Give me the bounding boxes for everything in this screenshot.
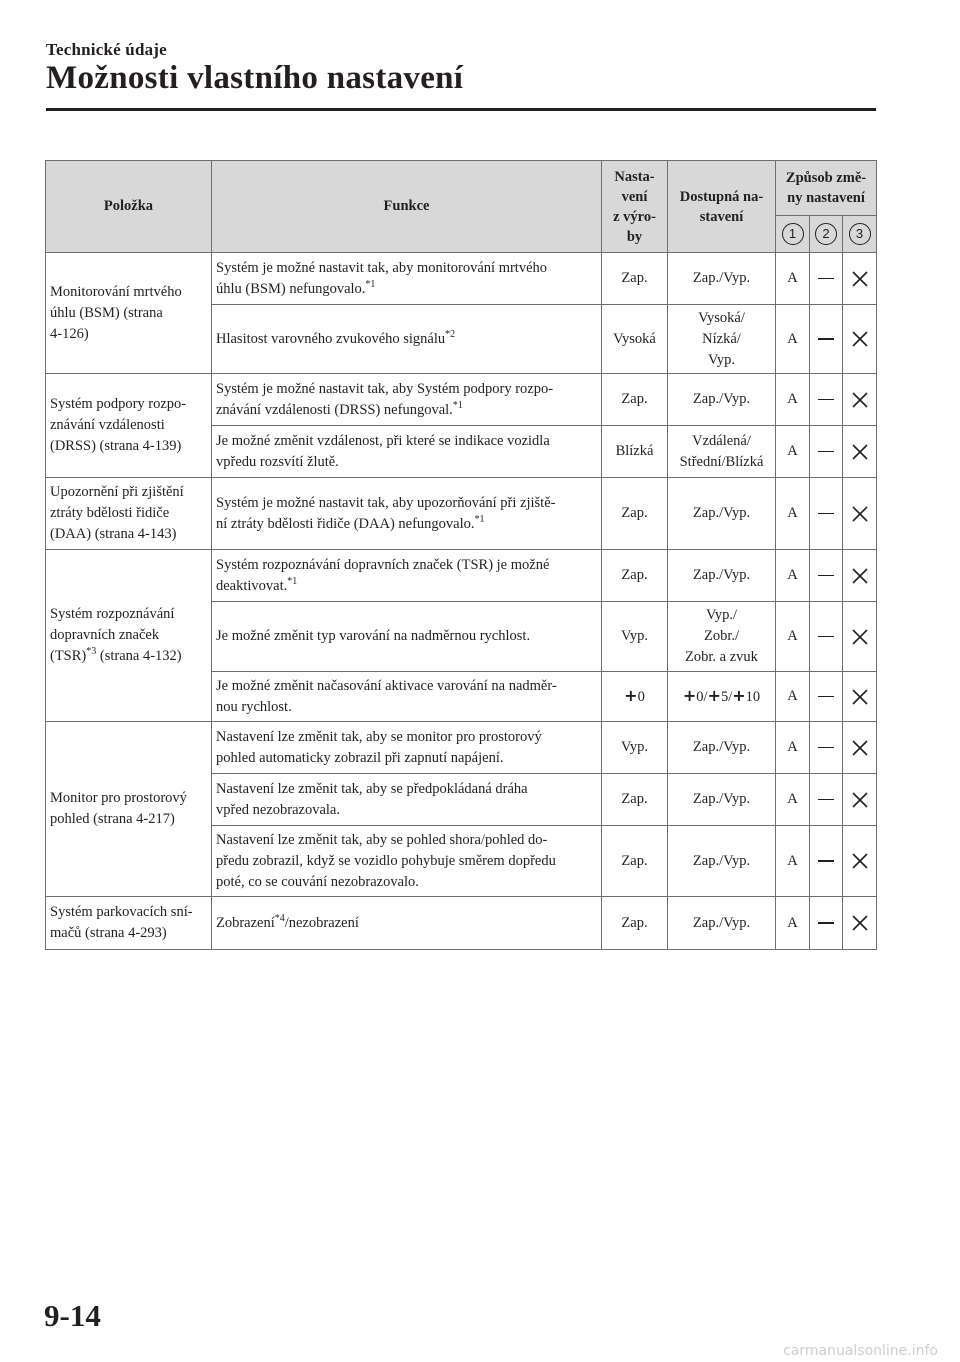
- item-cell: [46, 550, 212, 722]
- method-2-cell: [810, 826, 843, 897]
- method-1-value: A: [787, 505, 798, 521]
- dash-icon: [818, 922, 834, 924]
- item-line: úhlu (BSM) (strana: [50, 304, 163, 321]
- available-cell: [668, 426, 776, 478]
- method-2-cell: [810, 897, 843, 950]
- available-cell: [668, 550, 776, 602]
- function-line: pohled automaticky zobrazil při zapnutí napájení.: [216, 749, 504, 766]
- dash-icon: [818, 860, 834, 862]
- available-value: 10: [745, 689, 761, 705]
- function-cell: [212, 602, 602, 672]
- available-value: Vzdálená/: [692, 432, 751, 449]
- function-line: Zobrazení: [216, 914, 275, 931]
- dash-icon: [818, 338, 834, 340]
- item-cell: [46, 253, 212, 374]
- method-3-cell: [843, 478, 877, 550]
- plus-icon: +: [732, 686, 746, 705]
- plus-icon: +: [707, 686, 721, 705]
- method-1-cell: [776, 305, 810, 374]
- default-cell: [602, 478, 668, 550]
- function-cell: [212, 253, 602, 305]
- dash-icon: [818, 575, 834, 577]
- function-cell: [212, 672, 602, 722]
- function-cell: [212, 305, 602, 374]
- function-line: Je možné změnit vzdálenost, při které se indikace vozidla: [216, 432, 550, 449]
- item-line: znávání vzdálenosti: [50, 417, 165, 433]
- function-line: Nastavení lze změnit tak, aby se předpokládaná dráha: [216, 780, 528, 797]
- settings-table: [45, 160, 877, 950]
- cross-icon: [850, 329, 870, 349]
- item-line: Upozornění při zjištění: [50, 484, 184, 500]
- available-value: Střední/Blízká: [679, 453, 764, 470]
- default-cell: [602, 602, 668, 672]
- default-value: Blízká: [615, 443, 654, 459]
- plus-icon: +: [682, 686, 697, 705]
- available-value: 0: [696, 689, 704, 705]
- method-2-cell: [810, 774, 843, 826]
- method-1-value: A: [787, 567, 798, 583]
- method-3-cell: [843, 374, 877, 426]
- method-1-cell: [776, 374, 810, 426]
- header-item: Položka: [46, 161, 212, 253]
- available-cell: [668, 826, 776, 897]
- dash-icon: [818, 747, 834, 749]
- header-available: Dostupná na- stavení: [668, 161, 776, 253]
- default-value: Vysoká: [613, 330, 656, 347]
- available-value: 5: [720, 689, 729, 705]
- available-cell: [668, 305, 776, 374]
- function-footnote: *2: [445, 328, 456, 340]
- table-row: [46, 253, 877, 305]
- method-2-cell: [810, 478, 843, 550]
- default-cell: [602, 897, 668, 950]
- method-2-cell: [810, 426, 843, 478]
- function-line: deaktivovat.: [216, 577, 288, 594]
- header-method-1: [776, 216, 810, 253]
- dash-icon: [818, 799, 834, 801]
- function-cell: [212, 722, 602, 774]
- method-2-cell: [810, 672, 843, 722]
- table-row: [46, 897, 877, 950]
- default-value: Zap.: [621, 567, 648, 583]
- default-value: Vyp.: [621, 739, 648, 755]
- method-1-value: A: [787, 391, 798, 407]
- method-3-cell: [843, 774, 877, 826]
- method-1-value: A: [787, 270, 798, 286]
- item-line: Systém rozpoznávání: [50, 606, 175, 622]
- item-line: Monitorování mrtvého: [50, 283, 182, 300]
- function-line: Je možné změnit načasování aktivace varování na nadměr-: [216, 677, 557, 694]
- page-title: Možnosti vlastního nastavení: [46, 60, 464, 96]
- separator: /: [703, 689, 708, 705]
- method-1-cell: [776, 722, 810, 774]
- function-line: nou rychlost.: [216, 698, 292, 715]
- available-value: Zap./Vyp.: [692, 739, 751, 755]
- item-line: pohled (strana 4-217): [50, 811, 175, 827]
- method-2-cell: [810, 550, 843, 602]
- available-value: Vyp./: [705, 607, 738, 623]
- cross-icon: [850, 504, 870, 524]
- function-footnote: *1: [452, 399, 463, 411]
- cross-icon: [850, 851, 870, 871]
- separator: /: [728, 689, 733, 705]
- function-line: Nastavení lze změnit tak, aby se pohled shora/pohled do-: [216, 831, 548, 848]
- available-cell: [668, 253, 776, 305]
- function-line: vpřed nezobrazovala.: [216, 801, 340, 818]
- available-cell: [668, 897, 776, 950]
- method-2-cell: [810, 305, 843, 374]
- item-line: dopravních značek: [50, 627, 160, 643]
- function-cell: [212, 478, 602, 550]
- default-cell: [602, 722, 668, 774]
- function-cell: [212, 897, 602, 950]
- header-function: Funkce: [212, 161, 602, 253]
- function-line: poté, co se couvání nezobrazovalo.: [216, 873, 419, 890]
- default-value: Vyp.: [621, 628, 648, 644]
- dash-icon: [818, 696, 834, 698]
- function-line: Systém je možné nastavit tak, aby Systém podpory rozpo-: [216, 380, 554, 397]
- available-value: Vysoká/: [698, 309, 745, 326]
- header-method: Způsob změ- ny nastavení: [776, 161, 877, 216]
- default-value: Zap.: [621, 270, 648, 286]
- table-row: [46, 550, 877, 602]
- method-1-cell: [776, 897, 810, 950]
- function-line: úhlu (BSM) nefungovalo.: [216, 280, 366, 297]
- dash-icon: [818, 636, 834, 638]
- method-3-cell: [843, 826, 877, 897]
- available-value: Zap./Vyp.: [692, 505, 751, 521]
- table-row: [46, 374, 877, 426]
- method-3-cell: [843, 897, 877, 950]
- item-line: Systém parkovacích sní-: [50, 904, 193, 920]
- function-line: předu zobrazil, když se vozidlo pohybuje směrem dopředu: [216, 852, 556, 869]
- item-cell: [46, 722, 212, 897]
- item-footnote: *3: [86, 646, 97, 658]
- method-1-cell: [776, 774, 810, 826]
- method-1-cell: [776, 602, 810, 672]
- table-row: [46, 478, 877, 550]
- function-cell: [212, 550, 602, 602]
- item-line: 4-126): [50, 325, 89, 342]
- item-suffix: (strana 4-132): [96, 648, 182, 664]
- method-1-value: A: [787, 330, 798, 347]
- default-cell: [602, 374, 668, 426]
- function-line: vpředu rozsvítí žlutě.: [216, 453, 339, 470]
- item-cell: [46, 374, 212, 478]
- cross-icon: [850, 442, 870, 462]
- default-cell: [602, 826, 668, 897]
- function-line: Systém rozpoznávání dopravních značek (TSR) je možné: [216, 556, 550, 573]
- method-3-cell: [843, 722, 877, 774]
- method-1-cell: [776, 672, 810, 722]
- cross-icon: [850, 390, 870, 410]
- available-value: Zap./Vyp.: [692, 391, 751, 407]
- method-2-cell: [810, 253, 843, 305]
- default-value: Zap.: [621, 914, 648, 931]
- available-value: Zap./Vyp.: [692, 567, 751, 583]
- cross-icon: [850, 627, 870, 647]
- item-cell: [46, 478, 212, 550]
- method-1-value: A: [787, 852, 798, 869]
- available-cell: [668, 672, 776, 722]
- watermark: carmanualsonline.info: [783, 1343, 938, 1359]
- item-line: (DRSS) (strana 4-139): [50, 438, 182, 454]
- method-1-value: A: [787, 914, 798, 931]
- default-value: Zap.: [621, 791, 648, 807]
- available-value: Zap./Vyp.: [692, 270, 751, 286]
- default-cell: [602, 305, 668, 374]
- cross-icon: [850, 687, 870, 707]
- default-value: 0: [637, 689, 645, 705]
- method-2-cell: [810, 602, 843, 672]
- section-label: Technické údaje: [46, 40, 167, 59]
- default-value: Zap.: [621, 852, 648, 869]
- dash-icon: [818, 513, 834, 515]
- function-line: Nastavení lze změnit tak, aby se monitor pro prostorový: [216, 728, 542, 745]
- available-value: Zap./Vyp.: [692, 852, 751, 869]
- available-value: Zap./Vyp.: [692, 914, 751, 931]
- function-cell: [212, 374, 602, 426]
- cross-icon: [850, 566, 870, 586]
- default-cell: [602, 253, 668, 305]
- default-cell: [602, 672, 668, 722]
- method-1-value: A: [787, 791, 798, 807]
- title-rule: [46, 108, 876, 111]
- function-cell: [212, 826, 602, 897]
- item-cell: [46, 897, 212, 950]
- function-line: Systém je možné nastavit tak, aby monitorování mrtvého: [216, 259, 548, 276]
- table-row: [46, 722, 877, 774]
- header-default: Nasta- vení z výro- by: [602, 161, 668, 253]
- header-method-2: [810, 216, 843, 253]
- method-3-cell: [843, 305, 877, 374]
- circle-3-icon: 3: [849, 223, 871, 245]
- method-1-value: A: [787, 739, 798, 755]
- default-cell: [602, 426, 668, 478]
- header-method-3: [843, 216, 877, 253]
- page-number: 9-14: [44, 1298, 101, 1333]
- plus-icon: +: [624, 686, 638, 705]
- method-3-cell: [843, 426, 877, 478]
- available-cell: [668, 374, 776, 426]
- item-line: mačů (strana 4-293): [50, 925, 167, 941]
- cross-icon: [850, 269, 870, 289]
- method-2-cell: [810, 374, 843, 426]
- available-cell: [668, 774, 776, 826]
- available-cell: [668, 722, 776, 774]
- method-1-value: A: [787, 628, 798, 644]
- method-1-cell: [776, 478, 810, 550]
- function-line: znávání vzdálenosti (DRSS) nefungoval.: [216, 401, 453, 418]
- method-3-cell: [843, 550, 877, 602]
- method-1-cell: [776, 426, 810, 478]
- function-line: Systém je možné nastavit tak, aby upozorňování při zjiště-: [216, 494, 556, 511]
- circle-1-icon: 1: [782, 223, 804, 245]
- method-3-cell: [843, 253, 877, 305]
- method-1-cell: [776, 550, 810, 602]
- function-line: Hlasitost varovného zvukového signálu: [216, 330, 446, 347]
- function-footnote: *1: [474, 513, 485, 525]
- dash-icon: [818, 399, 834, 401]
- default-value: Zap.: [621, 391, 648, 407]
- method-1-cell: [776, 826, 810, 897]
- item-line: Systém podpory rozpo-: [50, 396, 187, 412]
- cross-icon: [850, 738, 870, 758]
- function-footnote: *4: [274, 912, 285, 924]
- default-value: Zap.: [621, 505, 648, 521]
- function-cell: [212, 774, 602, 826]
- function-footnote: *1: [365, 278, 376, 290]
- function-footnote: *1: [287, 575, 298, 587]
- available-cell: [668, 478, 776, 550]
- available-value: Zobr./: [703, 628, 740, 644]
- item-line: Monitor pro prostorový: [50, 790, 187, 806]
- available-cell: [668, 602, 776, 672]
- method-1-value: A: [787, 443, 798, 459]
- method-3-cell: [843, 672, 877, 722]
- default-cell: [602, 774, 668, 826]
- available-value: Zobr. a zvuk: [685, 649, 758, 665]
- method-1-cell: [776, 253, 810, 305]
- dash-icon: [818, 278, 834, 280]
- cross-icon: [850, 790, 870, 810]
- cross-icon: [850, 913, 870, 933]
- method-2-cell: [810, 722, 843, 774]
- dash-icon: [818, 451, 834, 453]
- item-line: (TSR): [50, 648, 87, 664]
- available-value: Nízká/: [702, 330, 741, 347]
- table-body: [46, 253, 877, 950]
- available-value: Vyp.: [708, 351, 735, 368]
- default-cell: [602, 550, 668, 602]
- method-1-value: A: [787, 688, 798, 704]
- function-line: Je možné změnit typ varování na nadměrnou rychlost.: [216, 628, 531, 644]
- function-cell: [212, 426, 602, 478]
- circle-2-icon: 2: [815, 223, 837, 245]
- function-suffix: /nezobrazení: [284, 914, 359, 931]
- function-line: ní ztráty bdělosti řidiče (DAA) nefungovalo.: [216, 515, 475, 532]
- item-line: (DAA) (strana 4-143): [50, 526, 177, 542]
- item-line: ztráty bdělosti řidiče: [50, 505, 170, 521]
- available-value: Zap./Vyp.: [692, 791, 751, 807]
- method-3-cell: [843, 602, 877, 672]
